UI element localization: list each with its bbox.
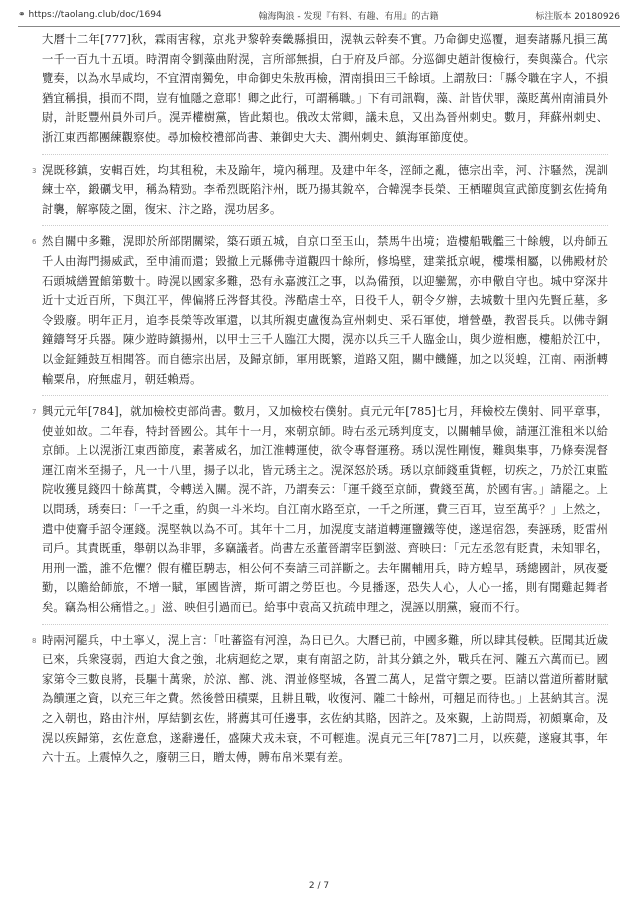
paragraph-3 (32, 232, 608, 389)
paragraph-number: 8 (32, 636, 37, 645)
paragraph-number: 6 (32, 238, 37, 247)
paragraph-4 (32, 402, 608, 618)
divider (42, 225, 608, 226)
paragraph-5 (32, 631, 608, 768)
paragraph-text: 興元元年[784]，就加檢校吏部尚書。數月，又加檢校右僕射。貞元元年[785]七月，拜檢校左僕射、同平章事，使並如故。二年春，特封晉國公。其年十一月，來朝京師。時右丞元琇判度支，以關輔旱儉，請運江淮租米以給京師。上以滉浙江東西節度，素著威名，加江淮轉運使，欲令專督運務。琇以滉性剛愎，難與集事，乃條奏滉督運江南米至揚子，凡一十八里，揚子以北，皆元琇主之。滉深怒於琇。琇以京師錢重貨輕，切疾之，乃於江東監院收獲見錢四十餘萬貫，令轉送入關。滉不許，乃謂奏云：「運千錢至京師，費錢至萬，於國有害。」請罷之。上以問琇，琇奏曰：「一千之重，約與一斗米均。自江南水路至京，一千之所運，費三百耳，豈至萬乎？」上然之，遣中使齎手詔令運錢。滉堅執以為不可。其年十二月，加滉度支諸道轉運鹽鐵等使，遂逞宿怨，奏誣琇，貶雷州司戶。其責既重，舉朝以為非罪，多竊議者。尚書左丞董晉謂宰臣劉滋、齊映曰：「元左丞忽有貶責，未知罪名，用刑一濫，誰不危懼？假有權臣騁志，相公何不奏請三司詳斷之。去年關輔用兵，時方蝗旱，琇總國計，夙夜憂勤，以贍給師旅，不增一賦，軍國皆濟，斯可謂之勞臣也。今見播逐，恐失人心，人心一搖，則有聞雞起舞者矣。竊為相公痛惜之。」滋、映但引過而已。給事中袁高又抗疏申理之，滉誣以朋黨，寢而不行。 (42, 405, 608, 615)
header-version: 标注版本 20180926 (535, 11, 620, 22)
paragraph-1 (42, 30, 608, 148)
page-header (18, 8, 620, 22)
header-title: 翰海陶浪 - 发现『有料、有趣、有用』的古籍 (258, 11, 439, 22)
page-number: 2 / 7 (308, 881, 330, 891)
url-text[interactable]: https://taolang.club/doc/1694 (28, 10, 162, 20)
paragraph-2 (32, 161, 608, 220)
paragraph-text: 大曆十二年[777]秋，霖雨害稼，京兆尹黎幹奏畿縣損田，滉執云幹奏不實。乃命御史巡覆，迴奏諸縣凡損三萬一千一百九十五頃。時渭南令劉藻曲附滉，言所部無損，白于府及戶部。分巡御史趙計復檢行，奏與藻合。代宗覽奏，以為水旱咸均，不宜渭南獨免，申命御史朱敖再檢，渭南損田三千餘頃。上謂敖曰：「縣令職在字人，不損猶宜稱損，損而不問，豈有恤隱之意耶！卿之此行，可謂稱職。」下有司訊鞫，藻、計皆伏罪，藻貶萬州南浦員外尉，計貶豐州員外司戶。滉弄權樹黨，皆此類也。俄改太常卿，議未息，又出為晉州刺史。數月，拜蘇州刺史、浙江東西都團練觀察使。尋加檢校禮部尚書、兼御史大夫、潤州刺史、鎮海軍節度使。 (42, 33, 608, 144)
url-area[interactable] (18, 10, 162, 20)
paragraph-text: 時兩河罷兵，中土寧乂，滉上言：「吐蕃盜有河湟，為日已久。大曆已前，中國多難，所以肆其侵軼。臣聞其近歲已來，兵衆寖弱，西迫大食之強，北病迴紇之眾，東有南詔之防，計其分鎮之外，戰兵在河、隴五六萬而已。國家第令三數良將，長驅十萬衆，於涼、鄯、洮、渭並修堅城，各置二萬人，足當守禦之要。臣請以當道所蓄財賦為饋運之資，以充三年之費。然後營田積粟，且耕且戰，收復河、隴二十餘州，可翹足而待也。」上甚納其言。滉之入朝也，路由汴州，厚結劉玄佐，將薦其可任邊事，玄佐納其賂，因許之。及來覲，上訪問焉，初頗稟命，及滉以疾歸第，玄佐意怠，遂辭邊任，盛陳犬戎未衰，不可輕進。滉貞元三年[787]二月，以疾薨，遂寢其事，年六十五。上震悼久之，廢朝三日，贈太傅，賻布帛米粟有差。 (42, 633, 608, 765)
divider (42, 395, 608, 396)
paragraph-text: 滉既移鎮，安輯百姓，均其租稅，未及踰年，境內稱理。及建中年冬，涇師之亂，德宗出幸，河、汴騷然，滉訓練士卒，鍛礪戈甲，稱為精勁。李希烈既陷汴州，既乃揚其銳卒，合韓滉李長榮、王栖曜與宣武節度劉玄佐掎角討襲，解寧陵之圍，復宋、汴之路，滉功居多。 (42, 163, 608, 216)
paragraph-number: 3 (32, 166, 37, 175)
divider (42, 154, 608, 155)
paragraph-text: 然自關中多難，滉即於所部閉關梁，築石頭五城，自京口至玉山，禁馬牛出境；造樓船戰艦三十餘艘，以舟師五千人由海門揚威武，至申浦而還；毀撤上元縣佛寺道觀四十餘所，修塢壁，建業抵京峴，樓堞相屬，以佛殿材於石頭城繕置館第數十。時滉以國家多難，恐有永嘉渡江之事，以為備預，以迎鑾駕，亦申儆自守也。城中穿深井近十丈近百所，下與江平，俾偏將丘涔督其役。涔酷虐士卒，日役千人，朝令夕辦，去城數十里內先賢丘墓，多令毀廢。明年正月，追李長榮等改軍還，以其所親吏盧復為宣州刺史、采石軍使，增營壘，教習長兵。以佛寺銅鐘鑄弩牙兵器。陳少遊時鎮揚州，以甲士三千人臨江大閱，滉亦以兵三千人臨金山，與少遊相應，樓船於江中，以金鉦鍾鼓互相聞答。而自德宗出居，及歸京師，軍用既繁，道路又阻，關中饑饉，加之以災蝗，江南、兩浙轉輸粟帛，府無虛月，朝廷賴焉。 (42, 235, 608, 386)
link-icon: ⚭ (18, 10, 26, 20)
document-body (32, 30, 608, 774)
header-rule (18, 26, 620, 27)
divider (42, 624, 608, 625)
paragraph-number: 7 (32, 408, 37, 417)
